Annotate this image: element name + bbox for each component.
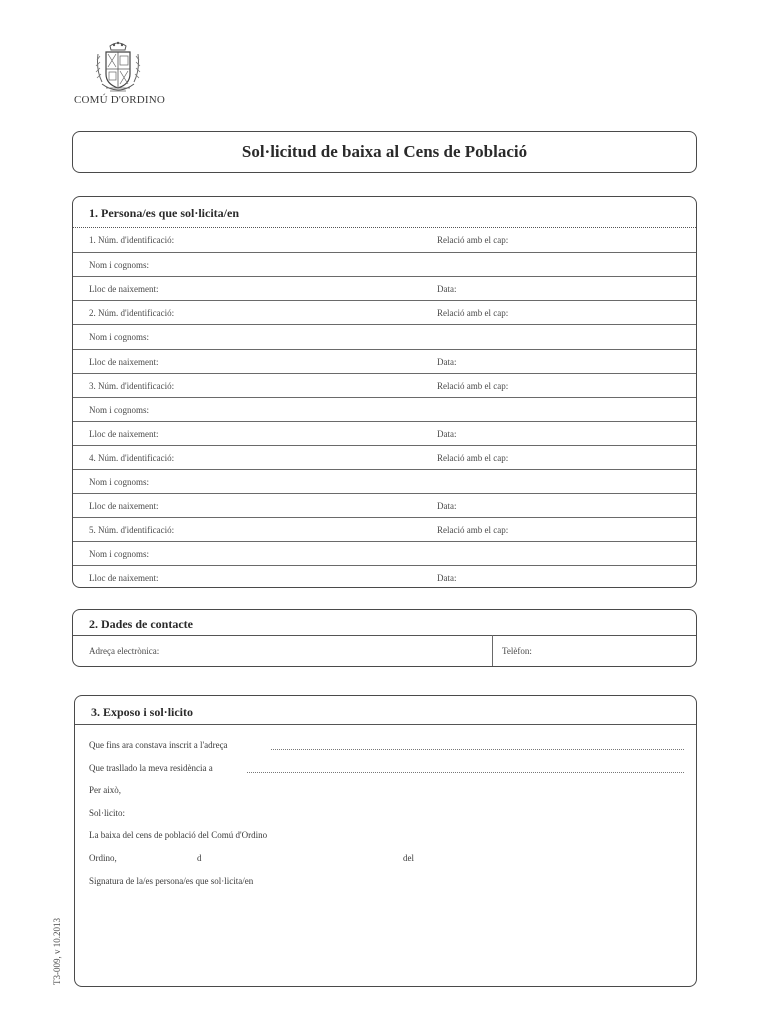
person-name-field[interactable]: Nom i cognoms: [89,477,149,487]
birth-date-field[interactable]: Data: [437,284,457,295]
relation-field[interactable]: Relació amb el cap: [437,380,509,391]
place-label: Ordino, [89,853,117,863]
person-id-row [73,300,696,325]
email-field[interactable]: Adreça electrònica: [89,646,160,656]
request-label: Sol·licito: [89,808,125,818]
day-field[interactable]: d [197,853,202,863]
person-name-row [73,252,696,277]
person-birth-row [73,565,696,590]
therefore-text: Per això, [89,785,121,795]
person-id-field[interactable]: 1. Núm. d'identificació: [89,235,175,245]
previous-address-label: Que fins ara constava inscrit a l'adreça [89,740,228,750]
person-id-row [73,445,696,470]
section-2-title: 2. Dades de contacte [89,617,193,631]
birth-date-field[interactable]: Data: [437,573,457,584]
phone-field[interactable]: Telèfon: [502,646,532,656]
person-id-field[interactable]: 3. Núm. d'identificació: [89,380,175,391]
birth-date-field[interactable]: Data: [437,356,457,367]
person-birth-row [73,349,696,374]
section-request [74,695,697,987]
new-residence-label: Que trasllado la meva residència a [89,763,213,773]
birth-date-field[interactable]: Data: [437,501,457,512]
relation-field[interactable]: Relació amb el cap: [437,235,509,245]
section-contact [72,609,697,667]
person-birth-row [73,421,696,446]
person-id-field[interactable]: 5. Núm. d'identificació: [89,525,175,536]
person-name-field[interactable]: Nom i cognoms: [89,332,149,343]
person-name-row [73,397,696,422]
request-text: La baixa del cens de població del Comú d'Ordino [89,830,268,840]
section-persons [72,196,697,588]
birthplace-field[interactable]: Lloc de naixement: [89,573,159,584]
person-name-field[interactable]: Nom i cognoms: [89,404,149,415]
coat-of-arms-icon [92,40,144,96]
person-name-row [73,541,696,566]
person-name-field[interactable]: Nom i cognoms: [89,260,149,271]
birthplace-field[interactable]: Lloc de naixement: [89,356,159,367]
page-title: Sol·licitud de baixa al Cens de Població [241,142,528,161]
person-name-field[interactable]: Nom i cognoms: [89,549,149,560]
relation-field[interactable]: Relació amb el cap: [437,308,509,319]
year-field[interactable]: del [403,853,414,863]
signature-label: Signatura de la/es persona/es que sol·licita/en [89,876,254,886]
person-birth-row [73,276,696,301]
form-title-box [72,131,697,173]
form-version: T3-009, v 10.2013 [52,918,62,985]
previous-address-field[interactable] [271,749,684,750]
commune-name: COMÚ D'ORDINO [74,94,166,106]
new-residence-field[interactable] [247,772,684,773]
birth-date-field[interactable]: Data: [437,428,457,439]
section-1-title: 1. Persona/es que sol·licita/en [89,206,239,220]
person-id-row [73,373,696,398]
person-name-row [73,324,696,349]
person-birth-row [73,493,696,518]
person-name-row [73,469,696,494]
relation-field[interactable]: Relació amb el cap: [437,452,509,463]
person-id-row [73,228,696,252]
birthplace-field[interactable]: Lloc de naixement: [89,501,159,512]
section-3-title: 3. Exposo i sol·licito [91,705,194,719]
relation-field[interactable]: Relació amb el cap: [437,525,509,536]
person-id-row [73,517,696,542]
person-id-field[interactable]: 2. Núm. d'identificació: [89,308,175,319]
birthplace-field[interactable]: Lloc de naixement: [89,428,159,439]
birthplace-field[interactable]: Lloc de naixement: [89,284,159,295]
person-id-field[interactable]: 4. Núm. d'identificació: [89,452,175,463]
